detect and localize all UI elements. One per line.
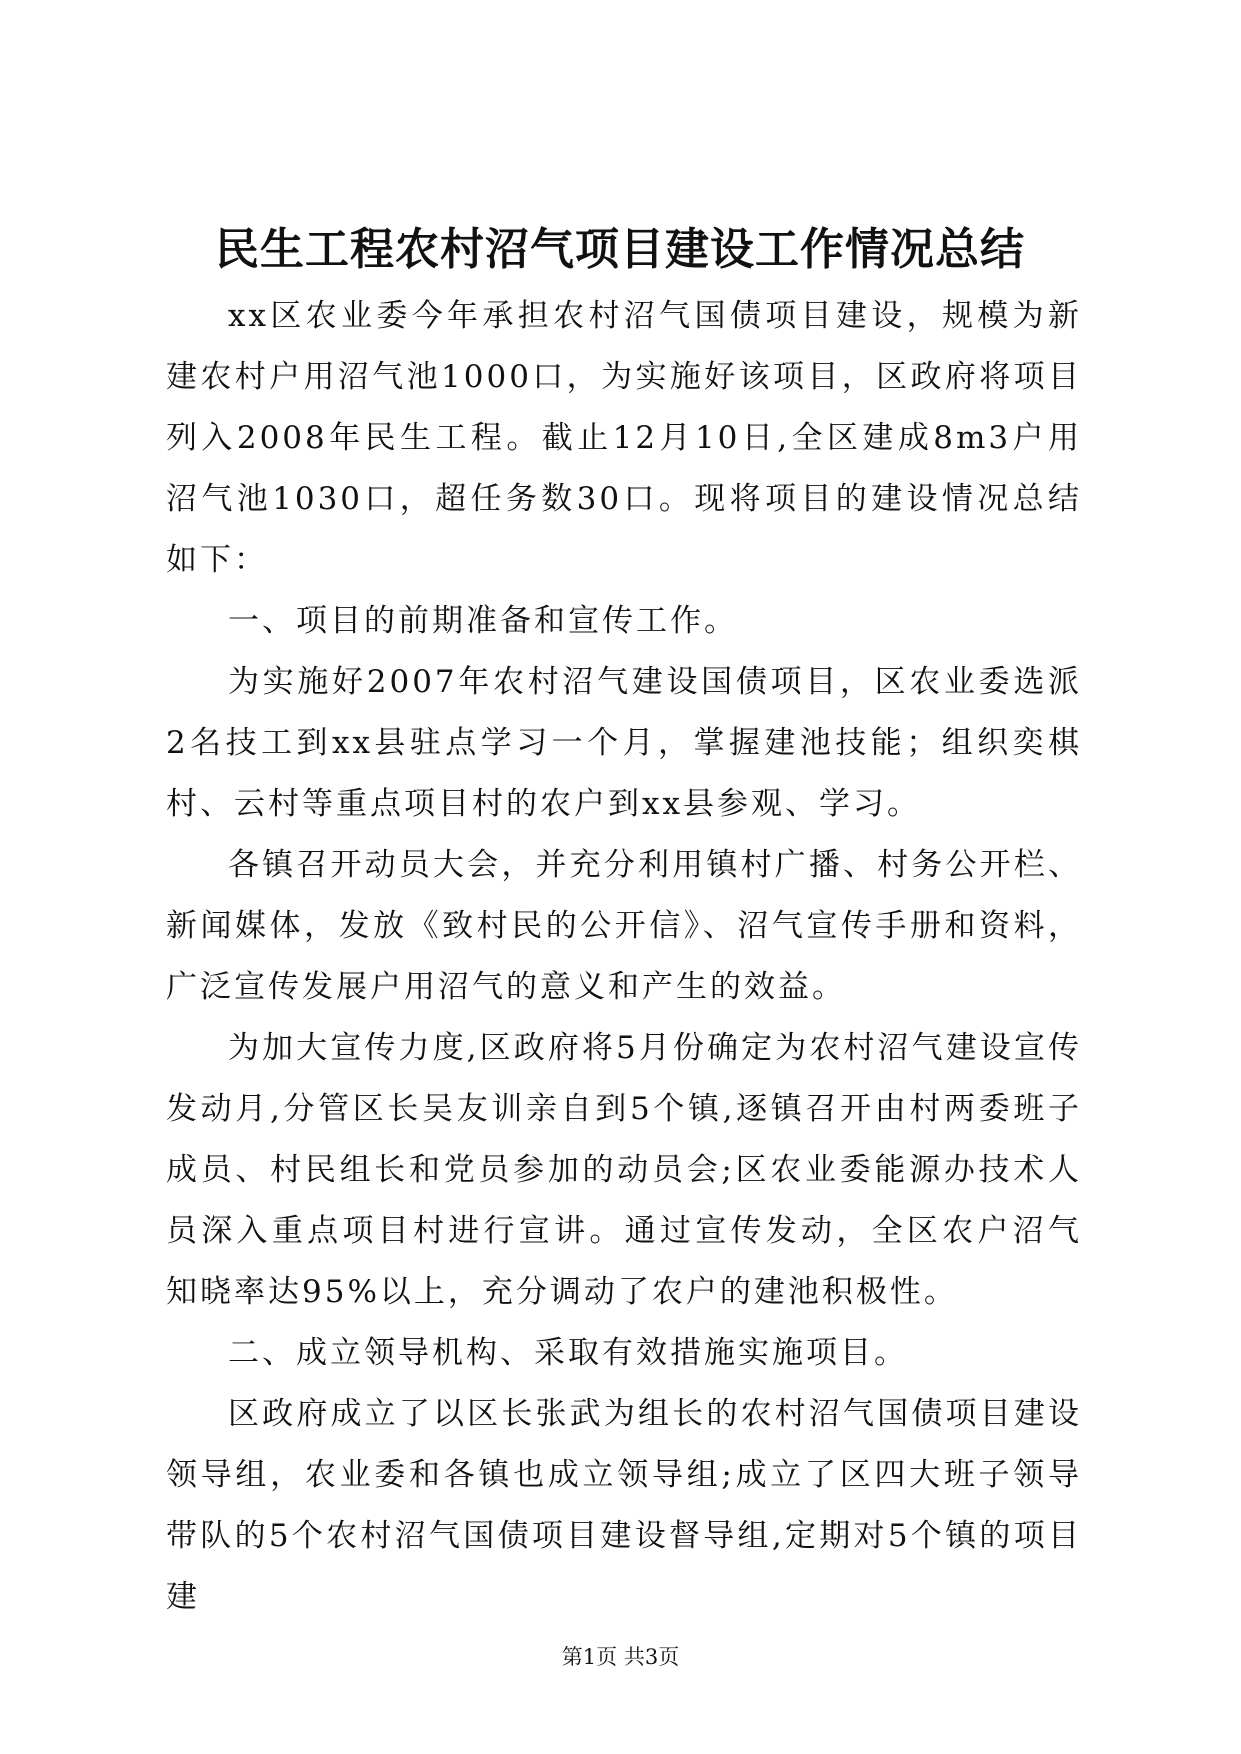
paragraph-leadership: 区政府成立了以区长张武为组长的农村沼气国债项目建设领导组，农业委和各镇也成立领导组;成立了区四大班子领导带队的5个农村沼气国债项目建设督导组,定期对5个镇的项目建 — [166, 1396, 1082, 1615]
paragraph-intro: xx区农业委今年承担农村沼气国债项目建设，规模为新建农村户用沼气池1000口，为实施好该项目，区政府将项目列入2008年民生工程。截止12月10日,全区建成8m3户用沼气池1030口，超任务数30口。现将项目的建设情况总结如下： — [166, 298, 1082, 578]
paragraph-campaign: 为加大宣传力度,区政府将5月份确定为农村沼气建设宣传发动月,分管区长吴友训亲自到5个镇,逐镇召开由村两委班子成员、村民组长和党员参加的动员会;区农业委能源办技术人员深入重点项目村进行宣讲。通过宣传发动，全区农户沼气知晓率达95%以上，充分调动了农户的建池积极性。 — [166, 1030, 1082, 1310]
paragraph-training: 为实施好2007年农村沼气建设国债项目，区农业委选派2名技工到xx县驻点学习一个月，掌握建池技能；组织奕棋村、云村等重点项目村的农户到xx县参观、学习。 — [166, 664, 1082, 822]
document-title: 民生工程农村沼气项目建设工作情况总结 — [215, 224, 1025, 275]
section-heading-1: 一、项目的前期准备和宣传工作。 — [228, 603, 738, 639]
paragraph-publicity: 各镇召开动员大会，并充分利用镇村广播、村务公开栏、新闻媒体，发放《致村民的公开信》、沼气宣传手册和资料，广泛宣传发展户用沼气的意义和产生的效益。 — [166, 847, 1082, 1005]
section-heading-2: 二、成立领导机构、采取有效措施实施项目。 — [228, 1335, 908, 1371]
page-number: 第1页 共3页 — [561, 1645, 680, 1669]
document-body — [166, 286, 1082, 1628]
